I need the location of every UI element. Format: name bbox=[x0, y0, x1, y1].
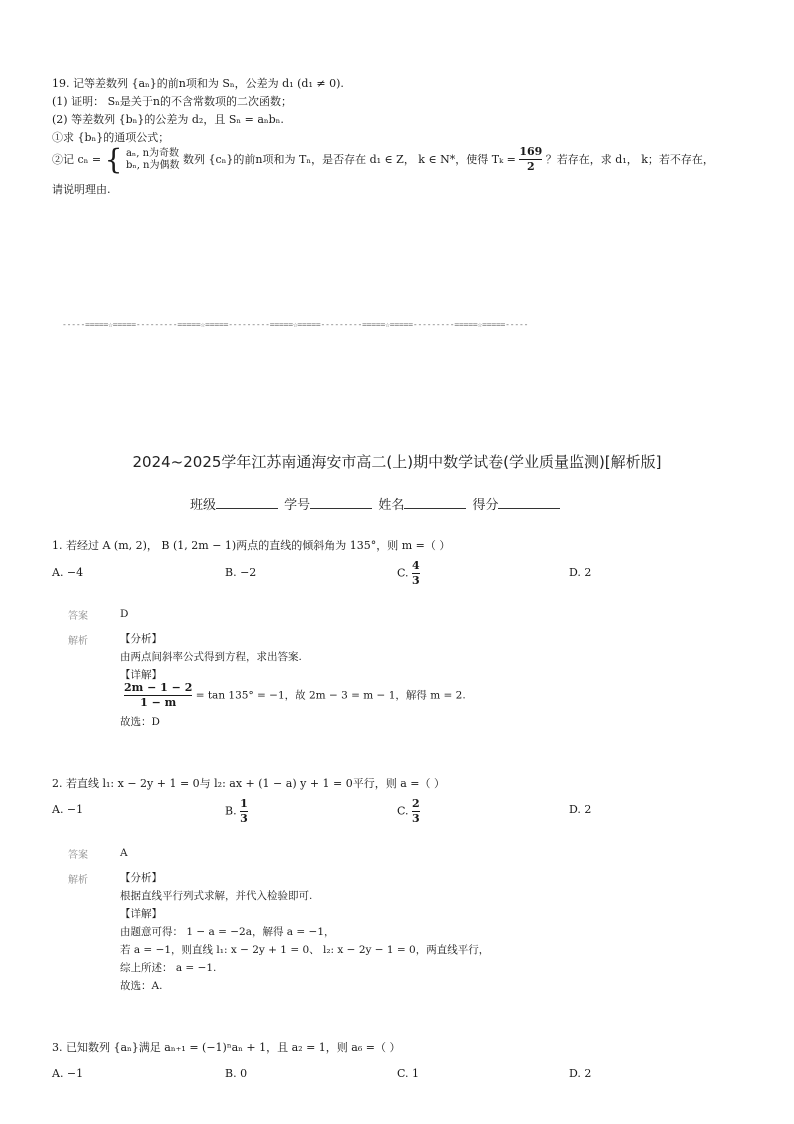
q2-solution-line1: 由题意可得： 1 − a = −2a，解得 a = −1， bbox=[120, 926, 335, 938]
q2-answer: A bbox=[120, 847, 128, 859]
q2-option-a: A. −1 bbox=[52, 803, 84, 816]
q19-cn-def: ②记 cₙ = bbox=[52, 153, 102, 166]
frac-den: 3 bbox=[240, 812, 248, 825]
q2-stem: 2. 若直线 l₁: x − 2y + 1 = 0与 l₂: ax + (1 − a) y + 1 = 0平行，则 a =（ ） bbox=[52, 777, 446, 790]
brace-icon: { bbox=[104, 142, 123, 176]
name-label: 姓名 bbox=[378, 498, 405, 513]
q1-option-c-fraction bbox=[412, 560, 420, 587]
q3-option-d: D. 2 bbox=[569, 1067, 592, 1080]
q19-line5-mid: 数列 {cₙ}的前n项和为 Tₙ，是否存在 d₁ ∈ Z， k ∈ N*，使得 Tₖ = bbox=[183, 153, 516, 166]
q19-case-odd: aₙ, n为奇数 bbox=[125, 147, 180, 159]
score-label: 得分 bbox=[472, 498, 499, 513]
q19-line1: 19. 记等差数列 {aₙ}的前n项和为 Sₙ，公差为 d₁ (d₁ ≠ 0). bbox=[52, 77, 344, 90]
q19-case-even: bₙ, n为偶数 bbox=[125, 159, 180, 171]
q3-option-a: A. −1 bbox=[52, 1067, 84, 1080]
q2-fenxi-text: 根据直线平行列式求解，并代入检验即可. bbox=[120, 890, 313, 902]
q2-option-c bbox=[397, 798, 420, 825]
q1-option-d: D. 2 bbox=[569, 566, 592, 579]
frac-num: 2 bbox=[412, 797, 420, 810]
q19-line5-end: ？若存在，求 d₁， k；若不存在， bbox=[545, 153, 714, 166]
q19-fraction bbox=[519, 146, 542, 173]
id-label: 学号 bbox=[284, 498, 311, 513]
q1-option-c bbox=[397, 560, 420, 587]
q19-line6: 请说明理由. bbox=[52, 183, 111, 196]
q19-line3: (2) 等差数列 {bₙ}的公差为 d₂，且 Sₙ = aₙbₙ. bbox=[52, 113, 284, 126]
section-divider: -----=====☆=====---------=====☆=====---------=====☆=====---------=====☆=====---------=====☆=====----- bbox=[62, 320, 529, 329]
q1-xiangjie-heading: 【详解】 bbox=[120, 669, 162, 681]
q1-option-a: A. −4 bbox=[52, 566, 84, 579]
q1-option-c-label: C. bbox=[397, 566, 409, 580]
frac-num: 2m − 1 − 2 bbox=[124, 681, 193, 694]
student-info-line bbox=[190, 494, 562, 513]
q2-fenxi-heading: 【分析】 bbox=[120, 872, 162, 884]
q2-option-b bbox=[225, 798, 248, 825]
q1-answer: D bbox=[120, 608, 129, 620]
frac-num: 1 bbox=[240, 797, 248, 810]
q1-choose: 故选：D bbox=[120, 716, 160, 728]
frac-den: 3 bbox=[412, 574, 420, 587]
q1-stem: 1. 若经过 A (m, 2)， B (1, 2m − 1)两点的直线的倾斜角为 135°，则 m =（ ） bbox=[52, 539, 451, 552]
q2-choose: 故选：A. bbox=[120, 980, 163, 992]
q19-frac-den: 2 bbox=[526, 160, 535, 173]
q2-solution-line2: 若 a = −1，则直线 l₁: x − 2y + 1 = 0、 l₂: x − 2y − 1 = 0，两直线平行， bbox=[120, 944, 490, 956]
class-field bbox=[216, 496, 278, 509]
score-field bbox=[498, 496, 560, 509]
q19-frac-num: 169 bbox=[519, 145, 543, 158]
q2-solution-line3: 综上所述： a = −1. bbox=[120, 962, 217, 974]
frac-den: 3 bbox=[412, 812, 420, 825]
q2-option-d: D. 2 bbox=[569, 803, 592, 816]
q2-option-b-fraction bbox=[240, 798, 248, 825]
q1-solution-equation bbox=[124, 682, 466, 709]
q19-line4: ①求 {bₙ}的通项公式； bbox=[52, 131, 170, 144]
q3-option-c: C. 1 bbox=[397, 1067, 420, 1080]
id-field bbox=[310, 496, 372, 509]
q19-line5 bbox=[52, 142, 714, 176]
q2-analysis-label: 解析 bbox=[68, 875, 88, 886]
q2-option-b-label: B. bbox=[225, 804, 237, 818]
frac-num: 4 bbox=[412, 559, 420, 572]
q1-fenxi-heading: 【分析】 bbox=[120, 633, 162, 645]
q3-stem: 3. 已知数列 {aₙ}满足 aₙ₊₁ = (−1)ⁿaₙ + 1，且 a₂ = 1，则 a₆ =（ ） bbox=[52, 1041, 401, 1054]
q1-option-b: B. −2 bbox=[225, 566, 257, 579]
q2-xiangjie-heading: 【详解】 bbox=[120, 908, 162, 920]
q3-option-b: B. 0 bbox=[225, 1067, 248, 1080]
q19-cases bbox=[126, 148, 180, 172]
q2-option-c-label: C. bbox=[397, 804, 409, 818]
q1-eq-rest: = tan 135° = −1，故 2m − 3 = m − 1，解得 m = 2. bbox=[195, 689, 466, 702]
name-field bbox=[404, 496, 466, 509]
q19-line2: (1) 证明： Sₙ是关于n的不含常数项的二次函数； bbox=[52, 95, 292, 108]
q2-option-c-fraction bbox=[412, 798, 420, 825]
frac-den: 1 − m bbox=[140, 696, 177, 709]
page-title: 2024~2025学年江苏南通海安市高二(上)期中数学试卷(学业质量监测)[解析版] bbox=[132, 453, 662, 471]
q1-answer-label: 答案 bbox=[68, 611, 88, 622]
q2-answer-label: 答案 bbox=[68, 850, 88, 861]
q1-fenxi-text: 由两点间斜率公式得到方程，求出答案. bbox=[120, 651, 302, 663]
q1-analysis-label: 解析 bbox=[68, 636, 88, 647]
q1-eq-fraction bbox=[124, 682, 192, 709]
class-label: 班级 bbox=[190, 498, 217, 513]
